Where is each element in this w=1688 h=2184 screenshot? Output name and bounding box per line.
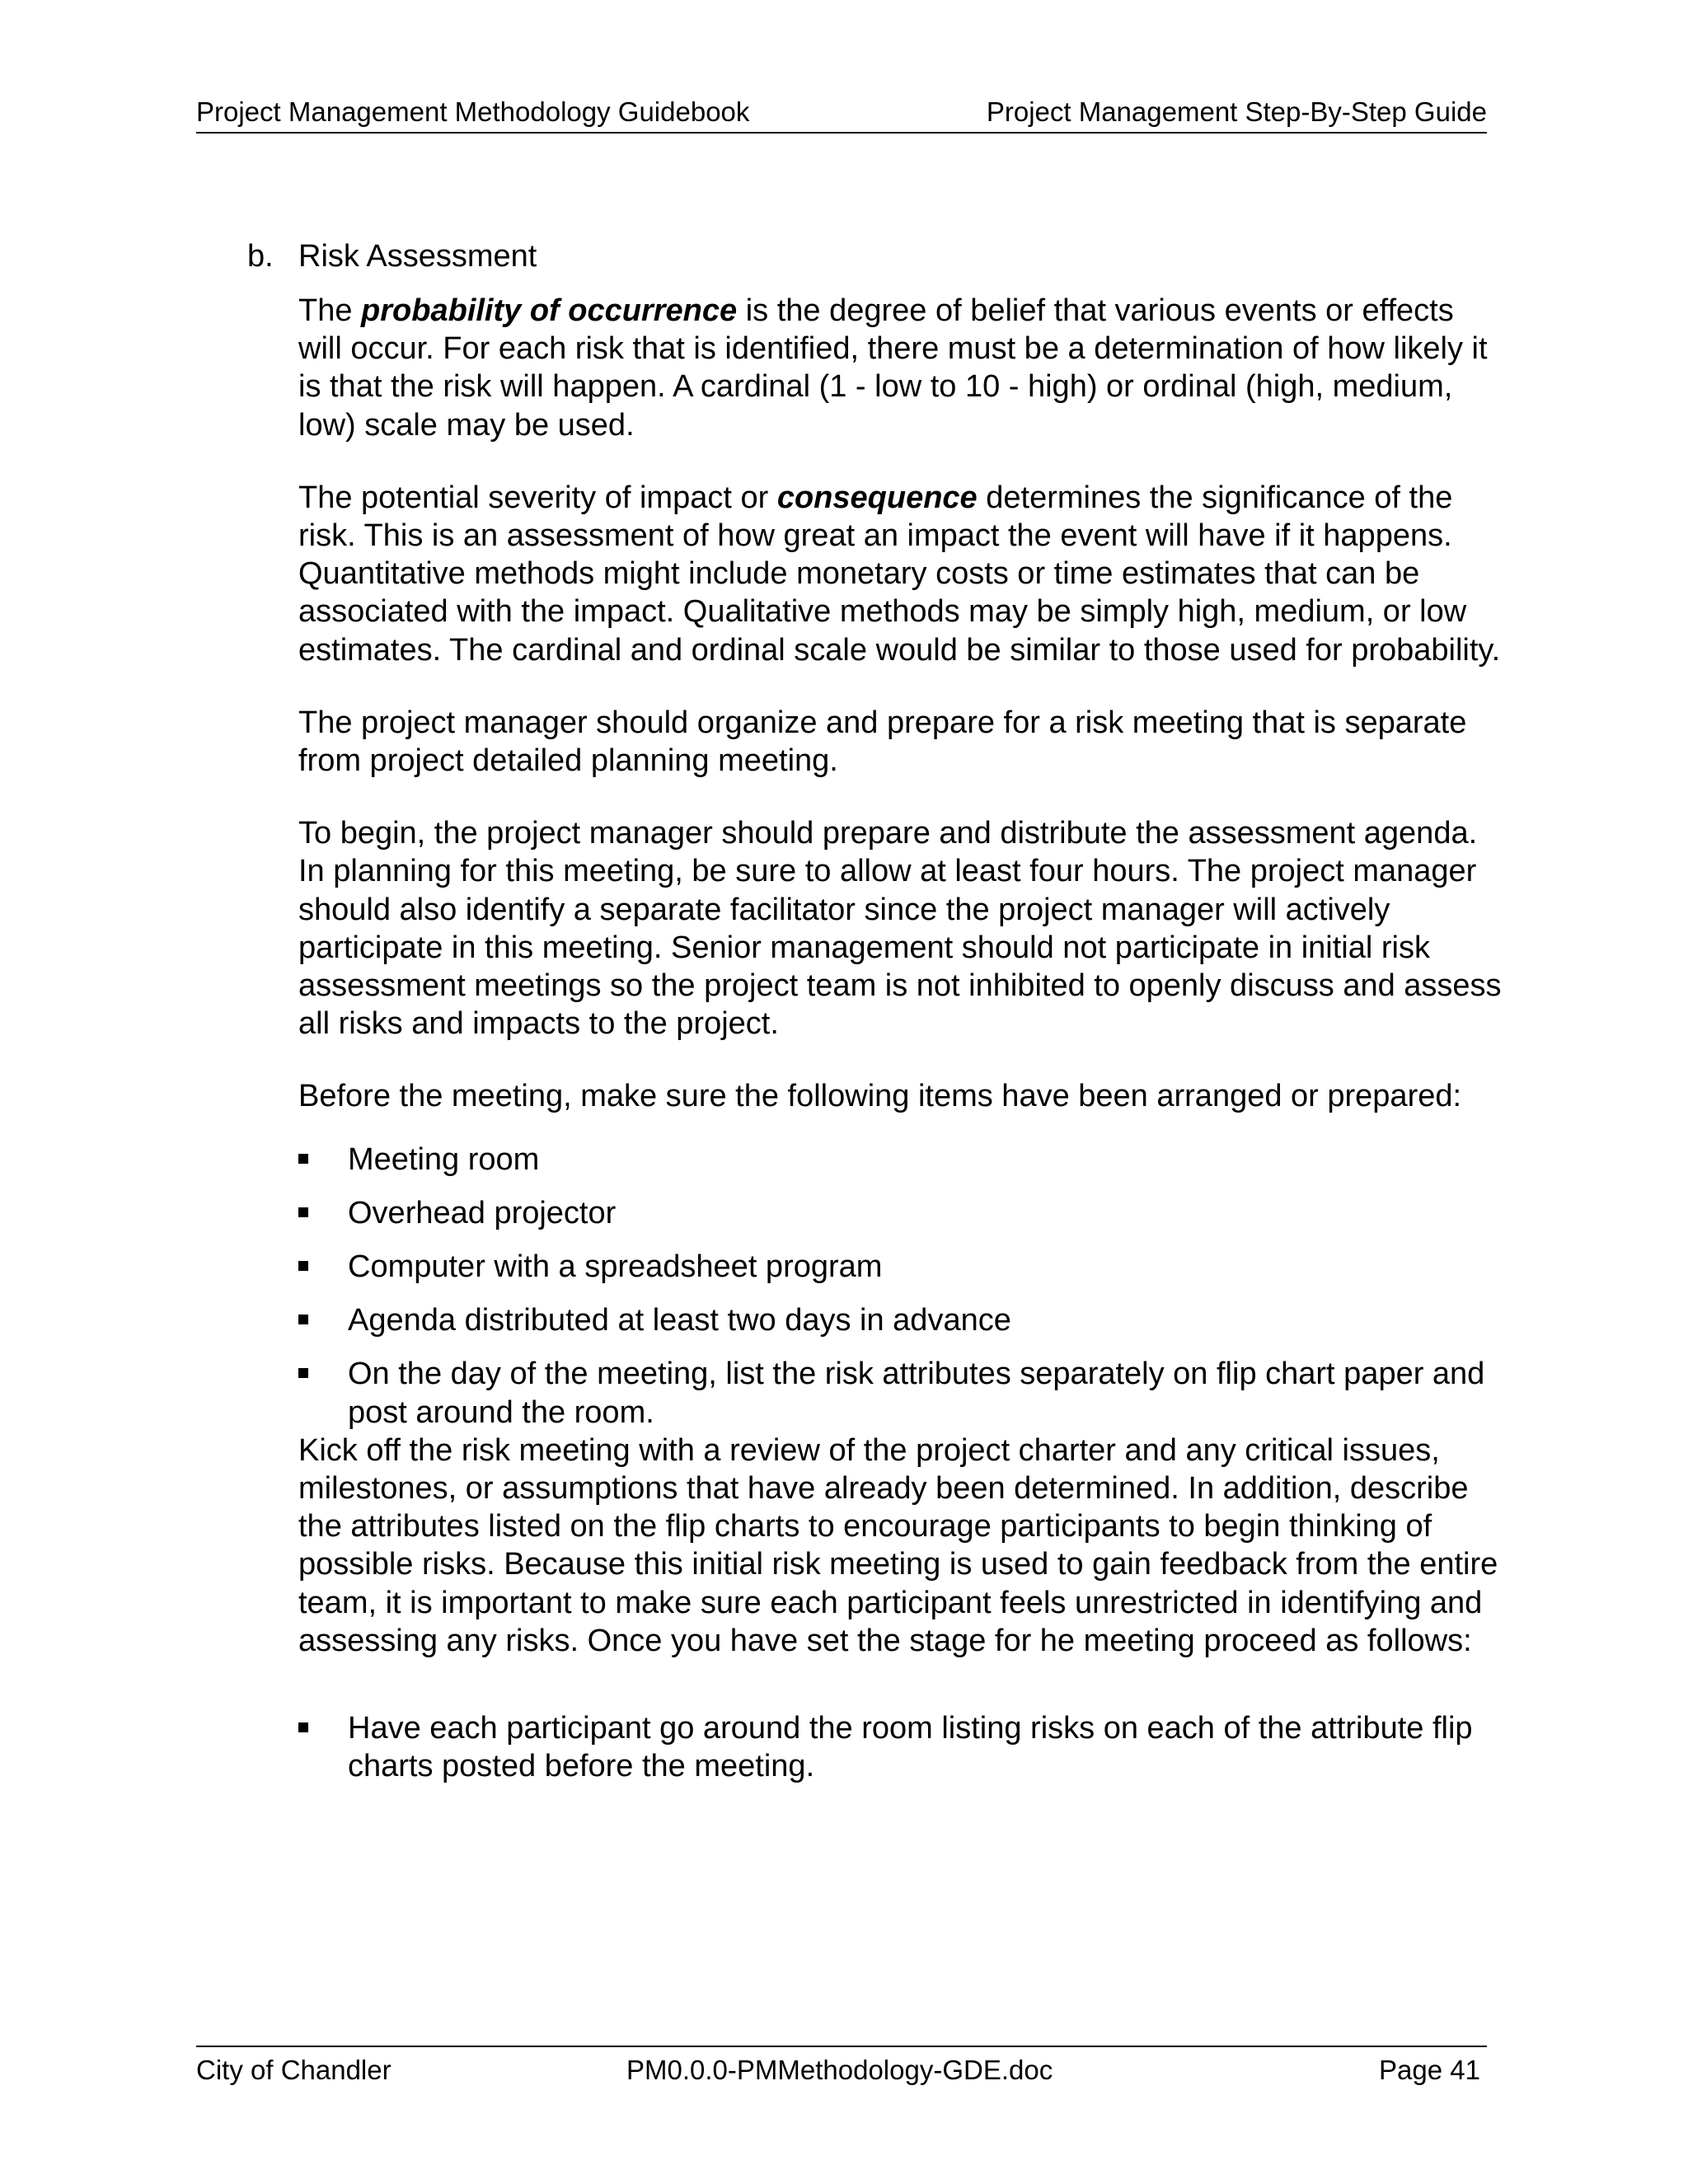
bullet-square-icon	[298, 1315, 308, 1324]
list-item	[298, 1248, 1502, 1286]
list-item	[298, 1709, 1502, 1785]
bullet-square-icon	[298, 1722, 308, 1732]
header-right-title: Project Management Step-By-Step Guide	[986, 96, 1487, 127]
list-item-text: Computer with a spreadsheet program	[348, 1249, 883, 1285]
list-item-text: On the day of the meeting, list the risk attributes separately on flip chart paper and post around the room.	[348, 1357, 1485, 1430]
list-item	[298, 1301, 1502, 1339]
p1-pre: The	[298, 293, 362, 328]
body-text	[298, 292, 1502, 1802]
section-heading	[247, 237, 537, 275]
paragraph-before-meeting: Before the meeting, make sure the following items have been arranged or prepared:	[298, 1079, 1462, 1114]
list-item-text: Meeting room	[348, 1141, 540, 1177]
bullet-square-icon	[298, 1368, 308, 1378]
footer-organization: City of Chandler	[196, 2055, 392, 2085]
paragraph-kickoff: Kick off the risk meeting with a review of the project charter and any critical issues, milestones, or assumptions that have already been determined. In addition, describe the attributes listed on the flip charts to encourage participants to begin thinking of possible risks. Because this initial risk meeting is used to gain feedback from the entire team, it is important to make sure each participant feels unrestricted in identifying and assessing any risks. Once you have set the stage for he meeting proceed as follows:	[298, 1432, 1498, 1658]
list-item	[298, 1355, 1502, 1431]
prep-items-list	[298, 1141, 1502, 1432]
term-consequence: consequence	[776, 480, 978, 515]
page-footer	[196, 2046, 1487, 2087]
bullet-square-icon	[298, 1154, 308, 1164]
term-probability-of-occurrence: probability of occurrence	[361, 293, 738, 328]
section-title: Risk Assessment	[298, 239, 537, 274]
paragraph-begin: To begin, the project manager should prepare and distribute the assessment agenda. In planning for this meeting, be sure to allow at least four hours. The project manager should also identify a separate facilitator since the project manager will actively participate in this meeting. Senior management should not participate in initial risk assessment meetings so the project team is not inhibited to openly discuss and assess all risks and impacts to the project.	[298, 816, 1502, 1042]
paragraph-consequence	[298, 479, 1502, 669]
footer-filename: PM0.0.0-PMMethodology-GDE.doc	[626, 2055, 1053, 2085]
p2-post: determines the significance of the risk. This is an assessment of how great an impact the event will have if it happens. Quantitative methods might include monetary costs or time estimates that can be associated with the impact. Qualitative methods may be simply high, medium, or low estimates. The cardinal and ordinal scale would be similar to those used for probability.	[298, 480, 1501, 668]
list-item-text: Have each participant go around the room listing risks on each of the attribute flip charts posted before the meeting.	[348, 1711, 1473, 1784]
list-item	[298, 1141, 1502, 1179]
bullet-square-icon	[298, 1207, 308, 1217]
section-letter: b.	[247, 239, 274, 274]
header-left-title: Project Management Methodology Guidebook	[196, 96, 750, 127]
p1-post: is the degree of belief that various events or effects will occur. For each risk that is identified, there must be a determination of how likely it is that the risk will happen. A cardinal (1 - low to 10 - high) or ordinal (high, medium, low) scale may be used.	[298, 293, 1488, 443]
paragraph-organize-meeting: The project manager should organize and prepare for a risk meeting that is separate from project detailed planning meeting.	[298, 705, 1467, 779]
list-item	[298, 1194, 1502, 1232]
footer-page-number: Page 41	[1379, 2055, 1480, 2085]
list-item-text: Overhead projector	[348, 1195, 617, 1230]
paragraph-probability	[298, 292, 1502, 444]
bullet-square-icon	[298, 1261, 308, 1271]
list-item-text: Agenda distributed at least two days in advance	[348, 1303, 1011, 1338]
meeting-steps-list	[298, 1709, 1502, 1785]
page-header	[196, 97, 1487, 134]
p2-pre: The potential severity of impact or	[298, 480, 777, 515]
